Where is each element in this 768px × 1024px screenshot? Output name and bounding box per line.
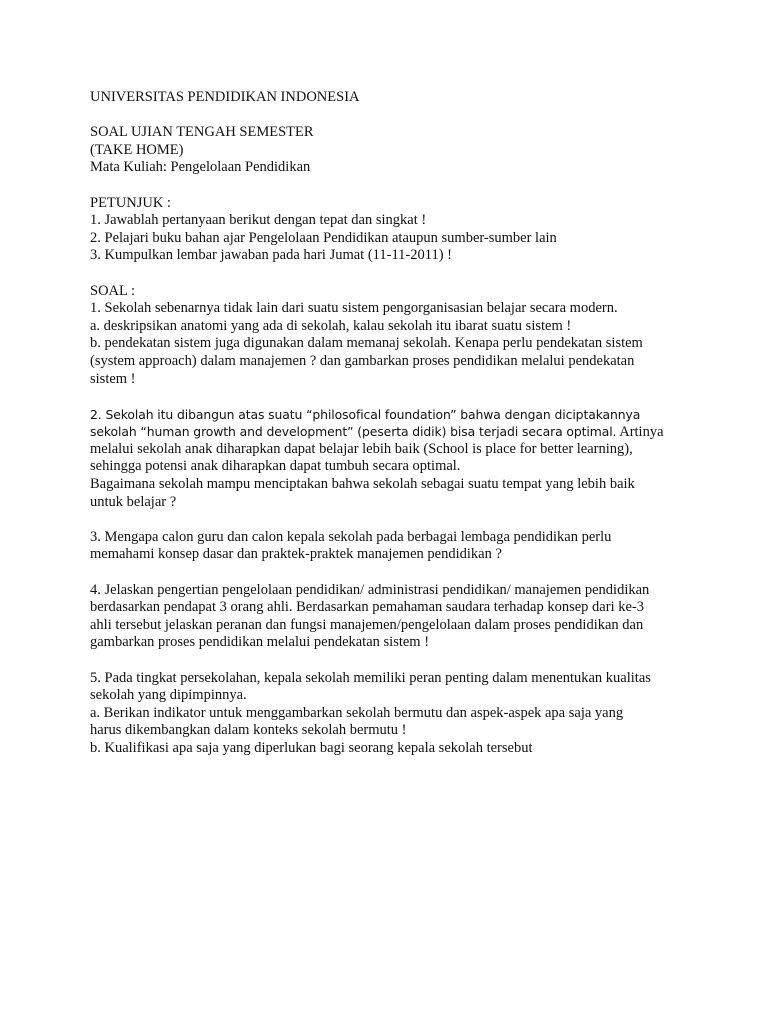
questions-heading: SOAL : [90,282,135,299]
question-4-line: gambarkan proses pendidikan melalui pendekatan sistem ! [90,634,430,651]
exam-document [90,89,710,758]
question-5-line: sekolah yang dipimpinnya. [90,687,247,704]
question-2-line: Bagaimana sekolah mampu menciptakan bahwa sekolah sebagai suatu tempat yang lebih baik [90,476,635,493]
question-4-line: ahli tersebut jelaskan peranan dan fungsi manajemen/pengelolaan dalam proses pendidikan dan [90,616,644,633]
course-name: Mata Kuliah: Pengelolaan Pendidikan [90,159,311,176]
question-5-line: 5. Pada tingkat persekolahan, kepala sekolah memiliki peran penting dalam menentukan kualitas [90,669,651,686]
exam-type: (TAKE HOME) [90,141,184,158]
question-2-segment: Artinya [616,424,664,441]
question-2-line: sehingga potensi anak diharapkan dapat tumbuh secara optimal. [90,458,461,475]
question-2-line: 2. Sekolah itu dibangun atas suatu “philosofical foundation” bahwa dengan diciptakannya [90,406,641,422]
university-name: UNIVERSITAS PENDIDIKAN INDONESIA [90,89,360,105]
question-3-line: memahami konsep dasar dan praktek-praktek manajemen pendidikan ? [90,546,502,563]
question-1-line: (system approach) dalam manajemen ? dan gambarkan proses pendidikan melalui pendekatan [90,352,635,369]
question-1-line: b. pendekatan sistem juga digunakan dalam memanaj sekolah. Kenapa perlu pendekatan sistem [90,335,643,352]
instruction-item: 2. Pelajari buku bahan ajar Pengelolaan Pendidikan ataupun sumber-sumber lain [90,229,557,246]
question-3-line: 3. Mengapa calon guru dan calon kepala sekolah pada berbagai lembaga pendidikan perlu [90,528,612,545]
question-5-line: b. Kualifikasi apa saja yang diperlukan bagi seorang kepala sekolah tersebut [90,739,533,756]
instructions-heading: PETUNJUK : [90,194,171,211]
question-5-line: harus dikembangkan dalam konteks sekolah bermutu ! [90,722,407,739]
question-2-segment-alt: sekolah “human growth and development” (peserta didik) bisa terjadi secara optimal. [90,424,617,440]
exam-title: SOAL UJIAN TENGAH SEMESTER [90,124,314,141]
question-2-line: melalui sekolah anak diharapkan dapat belajar lebih baik (School is place for better learning), [90,440,633,457]
question-1-line: sistem ! [90,370,136,387]
question-2-line: untuk belajar ? [90,493,177,510]
question-1-line: a. deskripsikan anatomi yang ada di sekolah, kalau sekolah itu ibarat suatu sistem ! [90,317,572,334]
question-4-line: berdasarkan pendapat 3 orang ahli. Berdasarkan pemahaman saudara terhadap konsep dari ke-3 [90,599,644,616]
question-5-line: a. Berikan indikator untuk menggambarkan sekolah bermutu dan aspek-aspek apa saja yang [90,704,624,721]
instruction-item: 3. Kumpulkan lembar jawaban pada hari Jumat (11-11-2011) ! [90,247,452,264]
question-1-line: 1. Sekolah sebenarnya tidak lain dari suatu sistem pengorganisasian belajar secara modern. [90,300,618,317]
instruction-item: 1. Jawablah pertanyaan berikut dengan tepat dan singkat ! [90,212,427,229]
question-4-line: 4. Jelaskan pengertian pengelolaan pendidikan/ administrasi pendidikan/ manajemen pendidikan [90,581,650,598]
question-2-line [90,423,710,441]
